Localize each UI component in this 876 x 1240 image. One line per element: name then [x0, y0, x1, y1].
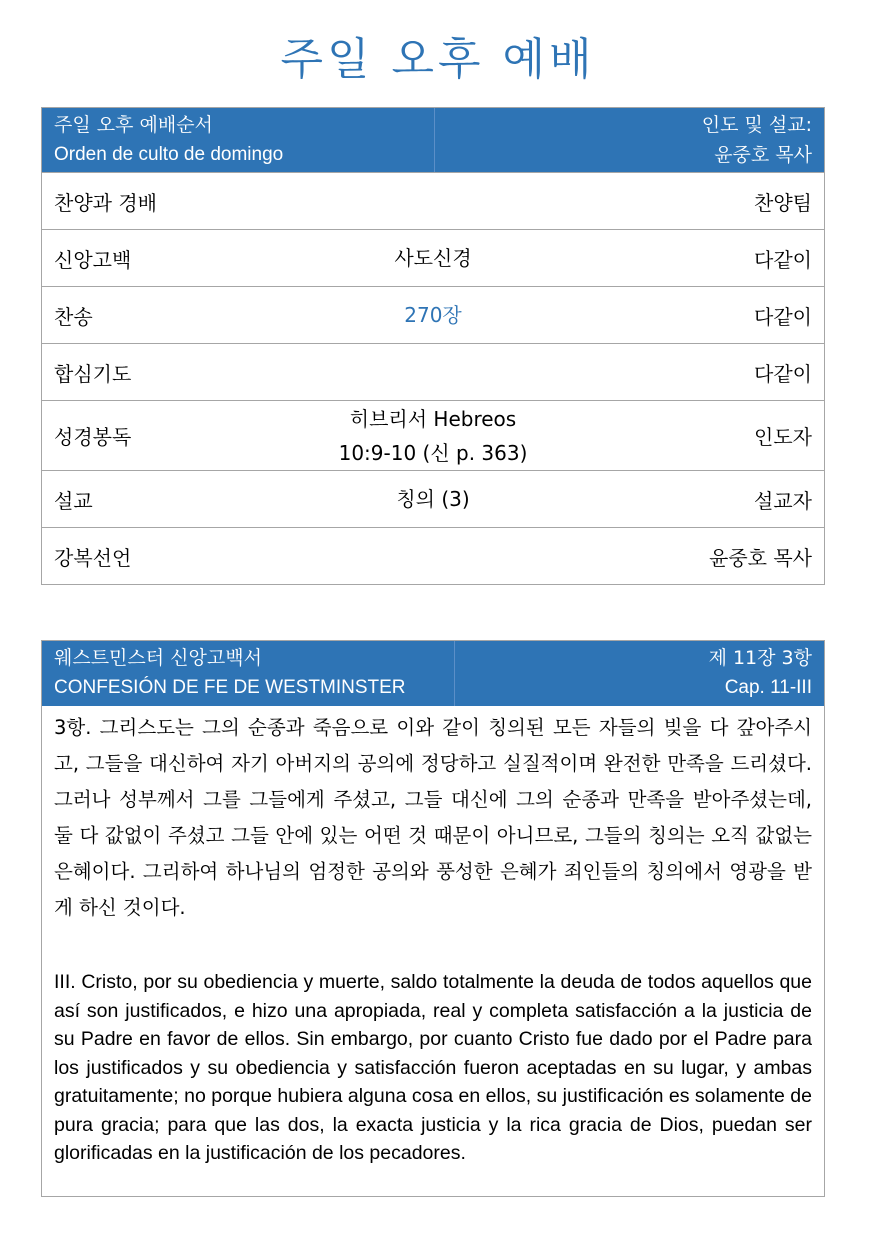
order-header-right [435, 108, 824, 172]
order-title-es: Orden de culto de domingo [54, 144, 284, 165]
order-title-ko: 주일 오후 예배순서 [54, 114, 213, 136]
order-leader: 다같이 [754, 361, 812, 386]
preacher-label: 인도 및 설교: [701, 114, 812, 136]
order-item: 설교 [54, 488, 93, 513]
confession-title-es: CONFESIÓN DE FE DE WESTMINSTER [54, 677, 406, 698]
chapter-es: Cap. 11-III [724, 677, 812, 698]
order-leader: 다같이 [754, 247, 812, 272]
chapter-ko: 제 11장 3항 [708, 647, 812, 669]
scripture-reference [234, 402, 632, 470]
order-leader: 설교자 [754, 488, 812, 513]
order-row [42, 286, 824, 343]
order-row [42, 470, 824, 527]
order-detail: 사도신경 [394, 246, 472, 270]
confession-text-es: III. Cristo, por su obediencia y muerte, saldo totalmente la deuda de todos aquellos que así son justificados, e hizo una apropiada, real y completa satisfacción a la justicia de su Padre en favor de ellos. Sin embargo, por cuanto Cristo fue dado por el Padre para los justificados y su obediencia y satisfacción fueron aceptadas en su lugar, y ambas gratuitamente; no porque hubiera alguna cosa en ellos, su justificación es solamente de pura gracia; para que las dos, la exacta justicia y la rica gracia de Dios, puedan ser glorificadas en la justificación de los pecadores. [54, 971, 812, 1164]
order-row [42, 343, 824, 400]
confession-title-ko: 웨스트민스터 신앙고백서 [54, 647, 262, 669]
order-leader: 찬양팀 [754, 190, 812, 215]
confession-text-ko: 3항. 그리스도는 그의 순종과 죽음으로 이와 같이 칭의된 모든 자들의 빚을 다 갚아주시고, 그들을 대신하여 자기 아버지의 공의에 정당하고 실질적이며 완전한 만족을 드리셨다. 그러나 성부께서 그를 그들에게 주셨고, 그들 대신에 그의 순종과 만족을 받아주셨는데, 둘 다 값없이 주셨고 그들 안에 있는 어떤 것 때문이 아니므로, 그들의 칭의는 오직 값없는 은혜이다. 그리하여 하나님의 엄정한 공의와 풍성한 은혜가 죄인들의 칭의에서 영광을 받게 하신 것이다. [54, 716, 812, 919]
order-item: 합심기도 [54, 361, 132, 386]
scripture-verses: 10:9-10 (신 p. 363) [338, 440, 528, 465]
sermon-title: 칭의 (3) [396, 487, 470, 511]
order-item: 성경봉독 [54, 425, 132, 449]
order-leader: 윤중호 목사 [709, 545, 812, 570]
order-row [42, 527, 824, 584]
order-row [42, 400, 824, 470]
order-item: 찬양과 경배 [54, 190, 157, 215]
order-leader: 인도자 [754, 425, 812, 449]
order-item: 신앙고백 [54, 247, 132, 272]
order-item: 찬송 [54, 304, 93, 329]
order-item: 강복선언 [54, 545, 132, 570]
confession-header-right [455, 641, 824, 706]
order-row [42, 172, 824, 229]
order-header-left [42, 108, 435, 172]
confession-header [42, 641, 824, 706]
confession-body [42, 706, 824, 1168]
order-row [42, 229, 824, 286]
order-of-service-table [41, 107, 825, 585]
confession-box [41, 640, 825, 1197]
order-header [42, 108, 824, 172]
hymn-number: 270장 [404, 303, 462, 327]
preacher-name: 윤중호 목사 [714, 144, 812, 166]
page-title: 주일 오후 예배 [280, 34, 596, 85]
scripture-book: 히브리서 Hebreos [349, 406, 517, 431]
confession-header-left [42, 641, 455, 706]
order-leader: 다같이 [754, 304, 812, 329]
